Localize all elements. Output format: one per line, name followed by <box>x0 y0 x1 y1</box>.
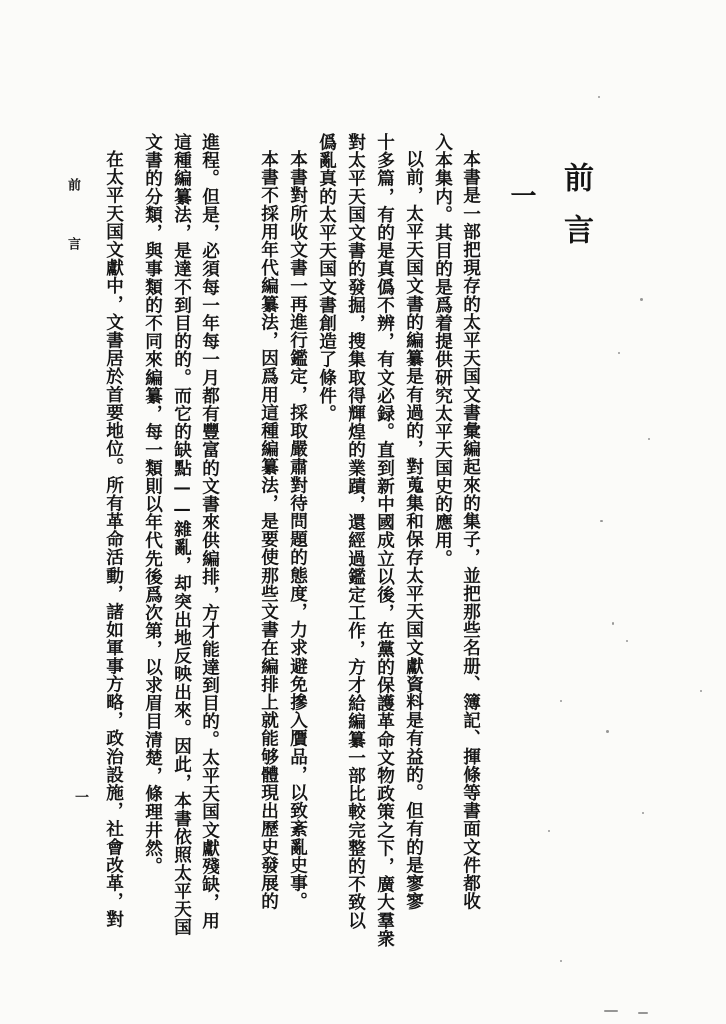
text-column-10: 這種編纂法，是達不到目的的。而它的缺點——雜亂，却突出地反映出來。因此，本書依照太平天国 <box>171 133 193 937</box>
text-column-8: 本書不採用年代編纂法，因爲用這種編纂法，是要使那些文書在編排上就能够體現出歷史發展的 <box>258 150 280 911</box>
scan-speck <box>606 730 609 733</box>
page-number: 一 <box>73 790 89 804</box>
text-column-1: 本書是一部把現存的太平天国文書彙編起來的集子，並把那些名册、簿記、揮條等書面文件都收 <box>460 150 482 911</box>
scan-speck <box>598 96 600 98</box>
scan-speck <box>640 298 643 301</box>
scan-speck <box>642 812 644 814</box>
running-header: 前言 <box>65 178 80 296</box>
scan-speck <box>618 352 620 354</box>
text-column-4: 十多篇，有的是真僞不辨，有文必録。直到新中國成立以後，在黨的保護革命文物政策之下，廣大羣衆 <box>374 133 396 948</box>
scan-speck <box>638 1012 648 1014</box>
scan-speck <box>560 960 562 962</box>
scan-speck <box>648 438 650 440</box>
text-column-2: 入本集内。其目的是爲着提供研究太平天国史的應用。 <box>432 133 454 568</box>
text-column-5: 對太平天国文書的發掘，搜集取得輝煌的業蹟，還經過鑑定工作，方才給編纂一部比較完整的不致以 <box>345 133 367 930</box>
scan-speck <box>600 520 603 522</box>
scan-speck <box>612 622 614 625</box>
text-column-3: 以前，太平天国文書的編纂是有過的，對蒐集和保存太平天国文獻資料是有益的。但有的是寥寥 <box>403 150 425 911</box>
page-title: 前言 <box>558 162 593 266</box>
scan-speck <box>604 1010 618 1012</box>
section-number: 一 <box>506 182 536 208</box>
scan-speck <box>626 640 628 642</box>
text-column-11: 文書的分類，與事類的不同來編纂，每一類則以年代先後爲次第，以求眉目清楚，條理井然。 <box>142 133 164 876</box>
scan-speck <box>548 830 550 832</box>
scan-speck <box>560 700 562 702</box>
scan-speck <box>700 690 702 692</box>
text-column-12: 在太平天国文獻中，文書居於首要地位。所有革命活動，諸如軍事方略，政治設施，社會改革，對 <box>103 150 125 929</box>
text-column-7: 本書對所收文書一再進行鑑定，採取嚴肅對待問題的態度，力求避免摻入贋品，以致紊亂史事。 <box>287 150 309 911</box>
text-column-6: 僞亂真的太平天国文書創造了條件。 <box>316 133 338 423</box>
text-column-9: 進程。但是，必須每一年每一月都有豐富的文書來供編排，方才能達到目的。太平天国文獻殘缺，用 <box>199 133 221 930</box>
